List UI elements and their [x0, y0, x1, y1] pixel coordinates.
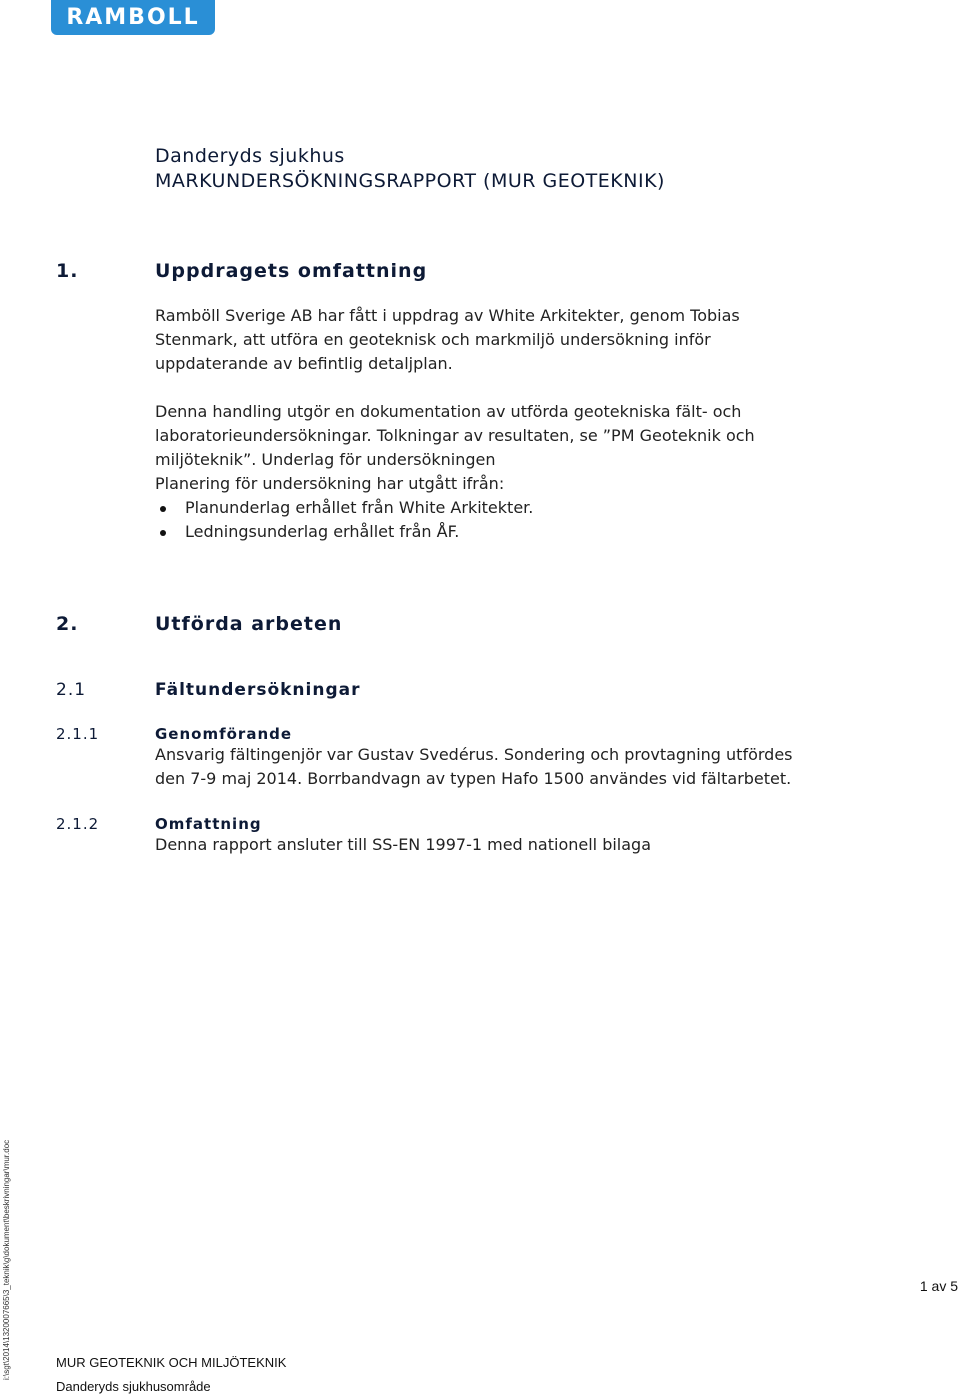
footer-line1: MUR GEOTEKNIK OCH MILJÖTEKNIK — [56, 1355, 287, 1370]
ramboll-logo — [51, 0, 215, 35]
footer-line2: Danderyds sjukhusområde — [56, 1379, 211, 1394]
omfattning-line1: Denna rapport ansluter till SS-EN 1997-1 med nationell bilaga — [155, 835, 652, 854]
subsection-2-1-heading: Fältundersökningar — [155, 680, 361, 700]
bullet-item-1: Planunderlag erhållet från White Arkitekter. — [185, 498, 534, 517]
section2-number: 2. — [56, 613, 79, 635]
section1-number: 1. — [56, 260, 79, 282]
subsection-2-1-2-heading: Omfattning — [155, 815, 262, 833]
section1-heading: Uppdragets omfattning — [155, 260, 428, 282]
section2-heading: Utförda arbeten — [155, 613, 343, 635]
paragraph1-line3: uppdaterande av befintlig detaljplan. — [155, 354, 453, 373]
subsection-2-1-1-heading: Genomförande — [155, 725, 293, 743]
bullet-dot-icon — [160, 506, 166, 512]
page-number: 1 av 5 — [919, 1278, 958, 1294]
document-path: i:\sgt\2014\1320007665\3_teknik\g\dokument\beskrivningar\mur.doc — [2, 1139, 11, 1380]
logo-text: RAMBOLL — [66, 5, 200, 30]
subsection-2-1-1-number: 2.1.1 — [56, 725, 100, 743]
document-title-line1: Danderyds sjukhus — [155, 145, 345, 167]
paragraph2-line3: miljöteknik”. Underlag för undersökningen — [155, 450, 496, 469]
paragraph1-line2: Stenmark, att utföra en geoteknisk och markmiljö undersökning inför — [155, 330, 711, 349]
bullet-dot-icon — [160, 530, 166, 536]
paragraph2-line1: Denna handling utgör en dokumentation av utförda geotekniska fält- och — [155, 402, 742, 421]
paragraph2-line4: Planering för undersökning har utgått ifrån: — [155, 474, 505, 493]
subsection-2-1-number: 2.1 — [56, 680, 87, 700]
document-title-line2: MARKUNDERSÖKNINGSRAPPORT (MUR GEOTEKNIK) — [155, 170, 665, 192]
genomforande-line2: den 7-9 maj 2014. Borrbandvagn av typen Hafo 1500 användes vid fältarbetet. — [155, 769, 792, 788]
paragraph2-line2: laboratorieundersökningar. Tolkningar av resultaten, se ”PM Geoteknik och — [155, 426, 755, 445]
bullet-item-2: Ledningsunderlag erhållet från ÅF. — [185, 522, 460, 541]
subsection-2-1-2-number: 2.1.2 — [56, 815, 100, 833]
paragraph1-line1: Ramböll Sverige AB har fått i uppdrag av White Arkitekter, genom Tobias — [155, 306, 740, 325]
genomforande-line1: Ansvarig fältingenjör var Gustav Svedérus. Sondering och provtagning utfördes — [155, 745, 793, 764]
